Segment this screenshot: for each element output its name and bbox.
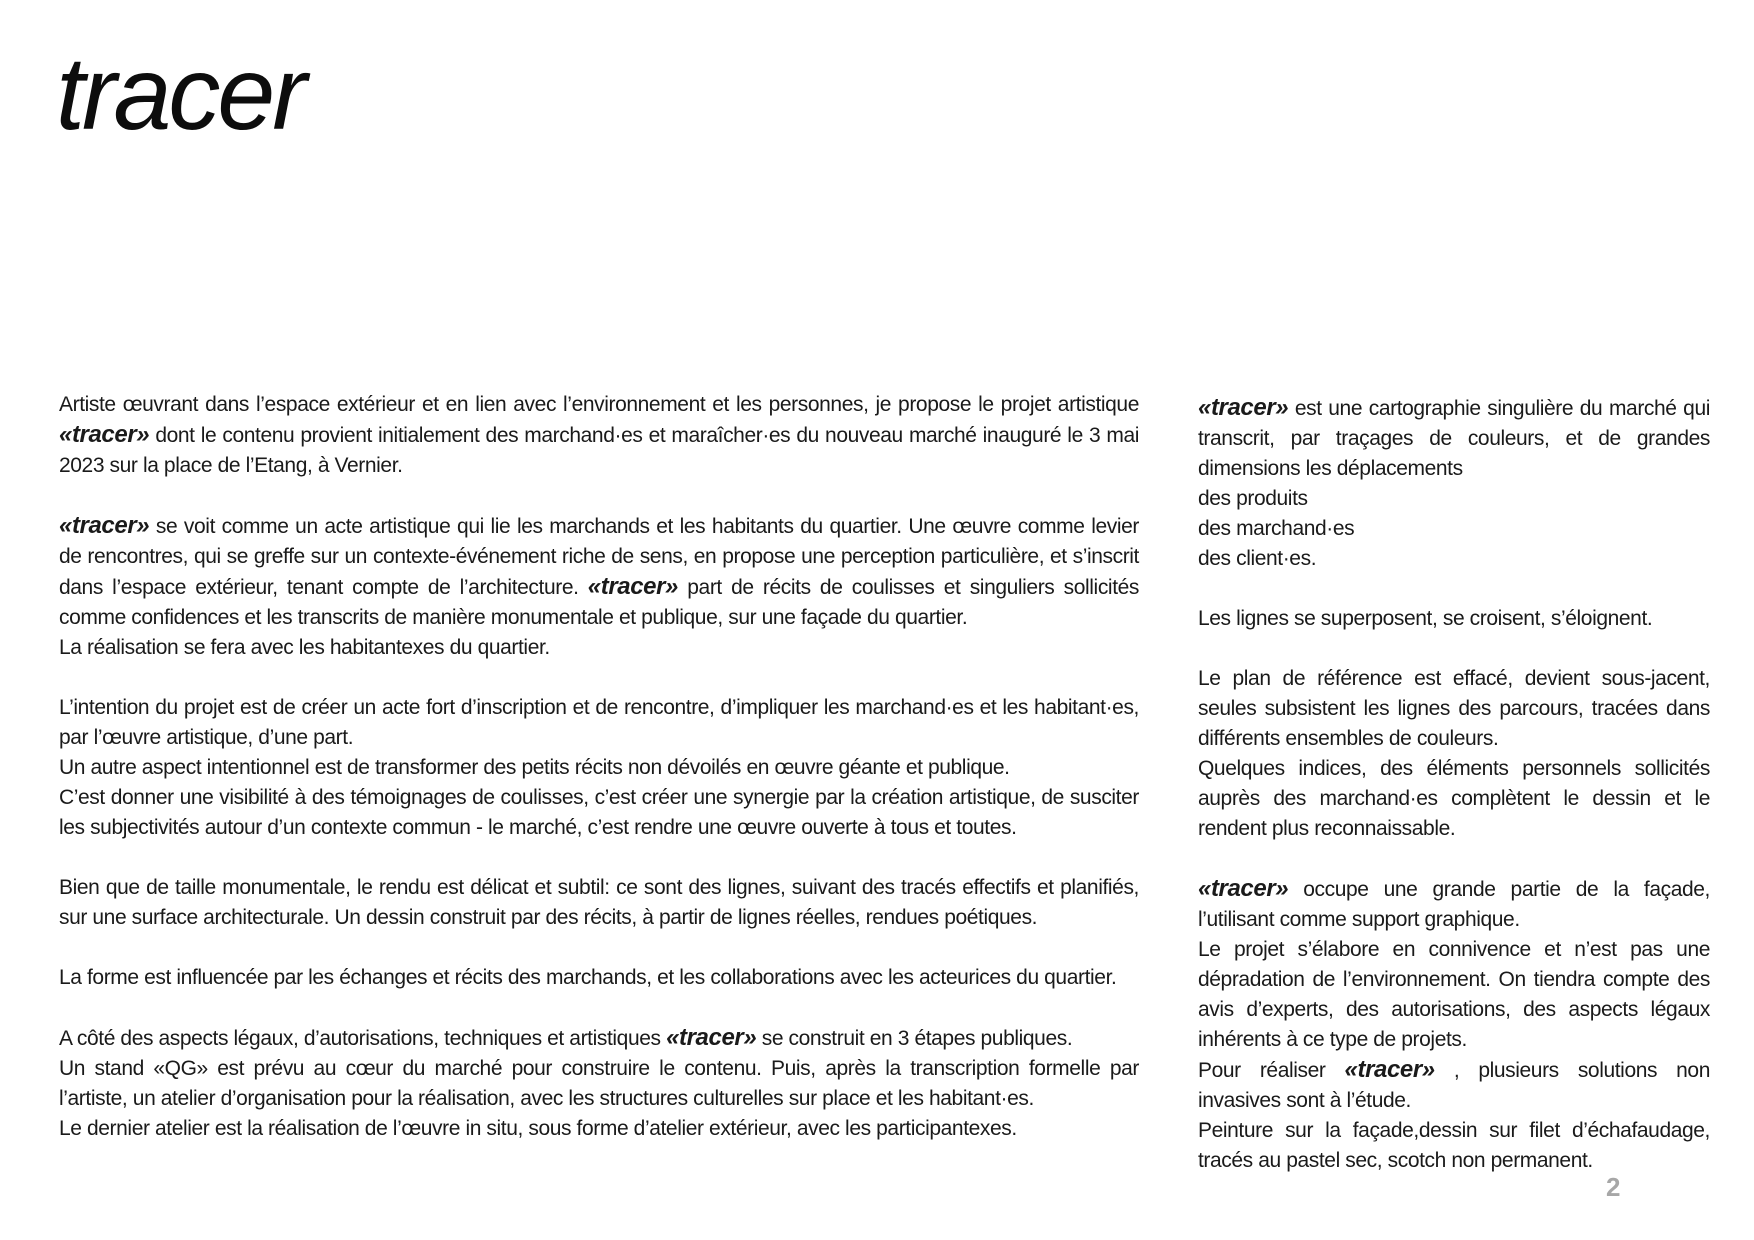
tracer-emphasis: «tracer» (59, 512, 150, 539)
paragraph-text: se construit en 3 étapes publiques. (761, 1027, 1073, 1050)
paragraph-text: est une cartographie singulière du marché qui transcrit, par traçages de couleurs, et de grandes dimensions les déplacements (1198, 397, 1711, 480)
list-item: des produits (1198, 487, 1308, 510)
tracer-emphasis: «tracer» (587, 573, 679, 600)
page-title: tracer (56, 36, 304, 152)
tracer-emphasis: «tracer» (666, 1024, 757, 1051)
right-column (1198, 393, 1710, 1206)
paragraph-form: La forme est influencée par les échanges et récits des marchands, et les collaborations avec les acteurices du quartier. (59, 966, 1117, 989)
paragraph-text: se voit comme un acte artistique qui lie les marchands et les habitants du quartier. Une œuvre comme levier de rencontres, qui se greffe sur un contexte-événement riche de sens, en propose une perception particulière, et s’inscrit dans l’espace extérieur, tenant compte de l’architecture. (59, 515, 1140, 599)
paragraph-intention (59, 693, 1139, 843)
paragraph-intro (59, 390, 1139, 481)
paragraph-text: occupe une grande partie de la façade, l’utilisant comme support graphique. (1198, 878, 1710, 931)
tracer-emphasis: «tracer» (59, 421, 150, 448)
left-column (59, 390, 1139, 1174)
paragraph-rendering: Bien que de taille monumentale, le rendu est délicat et subtil: ce sont des lignes, suivant des tracés effectifs et planifiés, sur une surface architecturale. Un dessin construit par des récits, à partir de lignes réelles, rendues poétiques. (59, 876, 1139, 929)
paragraph-line: Peinture sur la façade,dessin sur filet d’échafaudage, tracés au pastel sec, scotch non permanent. (1198, 1119, 1710, 1172)
paragraph-plan (1198, 664, 1710, 844)
tracer-emphasis: «tracer» (1198, 875, 1289, 902)
paragraph-concept (59, 511, 1139, 663)
paragraph-line: Le projet s’élabore en connivence et n’est pas une dépradation de l’environnement. On tiendra compte des avis d’experts, des autorisations, des aspects légaux inhérents à ce type de projets. (1198, 938, 1710, 1051)
paragraph-text: , plusieurs solutions non invasives sont à l’étude. (1198, 1059, 1710, 1112)
tracer-emphasis: «tracer» (1344, 1056, 1435, 1083)
list-item: des client·es. (1198, 547, 1317, 570)
paragraph-line: Un autre aspect intentionnel est de transformer des petits récits non dévoilés en œuvre géante et publique. (59, 756, 1010, 779)
paragraph-line: L’intention du projet est de créer un acte fort d’inscription et de rencontre, d’impliquer les marchand·es et les habitant·es, par l’œuvre artistique, d’une part. (59, 696, 1139, 749)
paragraph-line: Quelques indices, des éléments personnels sollicités auprès des marchand·es complètent le dessin et le rendent plus reconnaissable. (1198, 757, 1710, 840)
paragraph-text: Pour réaliser (1198, 1059, 1326, 1082)
paragraph-cartography (1198, 393, 1710, 574)
paragraph-steps (59, 1023, 1139, 1144)
paragraph-text: dont le contenu provient initialement des marchand·es et maraîcher·es du nouveau marché inauguré le 3 mai 2023 sur la place de l’Etang, à Vernier. (59, 424, 1139, 477)
paragraph-facade (1198, 874, 1710, 1176)
paragraph-line: Le plan de référence est effacé, devient sous-jacent, seules subsistent les lignes des parcours, tracées dans différents ensembles de couleurs. (1198, 667, 1710, 750)
tracer-emphasis: «tracer» (1198, 394, 1289, 421)
paragraph-line: Un stand «QG» est prévu au cœur du marché pour construire le contenu. Puis, après la transcription formelle par l’artiste, un atelier d’organisation pour la réalisation, avec les structures culturelles sur place et les habitant·es. (59, 1057, 1139, 1110)
list-item: des marchand·es (1198, 517, 1355, 540)
paragraph-line: Le dernier atelier est la réalisation de l’œuvre in situ, sous forme d’atelier extérieur, avec les participantexes. (59, 1117, 1017, 1140)
paragraph-line: C’est donner une visibilité à des témoignages de coulisses, c’est créer une synergie par la création artistique, de susciter les subjectivités autour d’un contexte commun - le marché, c’est rendre une œuvre ouverte à tous et toutes. (59, 786, 1139, 839)
paragraph-text: A côté des aspects légaux, d’autorisations, techniques et artistiques (59, 1027, 661, 1050)
paragraph-lines: Les lignes se superposent, se croisent, s’éloignent. (1198, 607, 1653, 630)
paragraph-text: Artiste œuvrant dans l’espace extérieur et en lien avec l’environnement et les personnes, je propose le projet artistique (59, 393, 1139, 416)
paragraph-line: La réalisation se fera avec les habitantexes du quartier. (59, 636, 550, 659)
paragraph-text: part de récits de coulisses et singuliers sollicités comme confidences et les transcrits de manière monumentale et publique, sur une façade du quartier. (59, 576, 1140, 629)
page-number: 2 (1606, 1172, 1621, 1202)
